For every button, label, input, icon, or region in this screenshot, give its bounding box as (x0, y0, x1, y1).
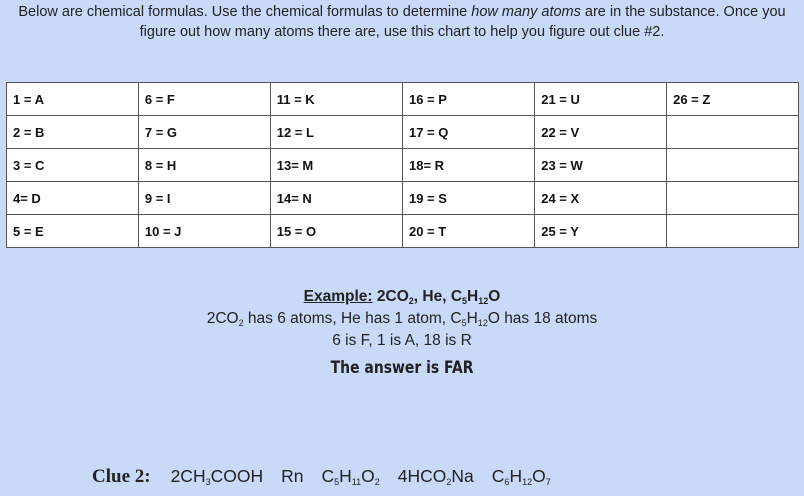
number-letter-chart (6, 82, 799, 248)
chart-cell: 10 = J (138, 215, 270, 248)
example-formulas: $2CO_2$, He, $C_5H_{12}O$ (372, 288, 501, 306)
chart-cell: 21 = U (535, 83, 667, 116)
chart-cell: 14= N (270, 182, 402, 215)
chart-cell: 5 = E (7, 215, 139, 248)
clue-formula: $4HCO_2Na$ (397, 466, 474, 487)
chart-cell: 9 = I (138, 182, 270, 215)
clue-label: Clue 2: (92, 466, 151, 487)
chart-row (7, 149, 799, 182)
example-section (0, 286, 804, 380)
chart-cell: 17 = Q (402, 116, 534, 149)
chart-cell: 16 = P (402, 83, 534, 116)
chart-row (7, 182, 799, 215)
chart-cell: 23 = W (535, 149, 667, 182)
emphasis-how-many-atoms: how many atoms (471, 4, 581, 20)
instructions (0, 2, 804, 42)
chart-cell: 7 = G (138, 116, 270, 149)
chart-cell: 22 = V (535, 116, 667, 149)
chart-cell: 13= M (270, 149, 402, 182)
chart-cell: 4= D (7, 182, 139, 215)
instructions-line-2: figure out how many atoms there are, use this chart to help you figure out clue #2. (139, 24, 665, 40)
example-atom-counts: $2CO_2$ has 6 atoms, He has 1 atom, $C_5H_{12}O$ has 18 atoms (206, 310, 598, 328)
chart-cell: 11 = K (270, 83, 402, 116)
chart-row (7, 215, 799, 248)
chart-cell: 8 = H (138, 149, 270, 182)
chart-row (7, 116, 799, 149)
chart-cell: 25 = Y (535, 215, 667, 248)
chart-cell: 1 = A (7, 83, 139, 116)
chart-cell (667, 215, 799, 248)
clue-formula: $2CH_3COOH$ (170, 466, 264, 487)
chart-cell: 12 = L (270, 116, 402, 149)
example-answer: The answer is FAR (330, 358, 474, 378)
chart-cell: 20 = T (402, 215, 534, 248)
chart-cell: 26 = Z (667, 83, 799, 116)
chart-cell: 15 = O (270, 215, 402, 248)
example-letters: 6 is F, 1 is A, 18 is R (332, 332, 472, 349)
chart-cell (667, 116, 799, 149)
chart-cell (667, 182, 799, 215)
example-label: Example: (303, 288, 373, 305)
chart-cell: 18= R (402, 149, 534, 182)
clue-formula: Rn (281, 466, 304, 486)
chart-row (7, 83, 799, 116)
chart-cell: 2 = B (7, 116, 139, 149)
clue-formula: $C_5H_{11}O_2$ (321, 466, 380, 487)
chart-cell: 24 = X (535, 182, 667, 215)
chart-cell: 6 = F (138, 83, 270, 116)
chart-cell: 19 = S (402, 182, 534, 215)
instructions-line-1: Below are chemical formulas. Use the chemical formulas to determine how many atoms are in the substance. Once you (18, 4, 786, 20)
chart-cell (667, 149, 799, 182)
clue-2 (92, 466, 569, 488)
chart-cell: 3 = C (7, 149, 139, 182)
clue-formula: $C_6H_{12}O_7$ (491, 466, 551, 487)
example-heading (0, 286, 804, 308)
